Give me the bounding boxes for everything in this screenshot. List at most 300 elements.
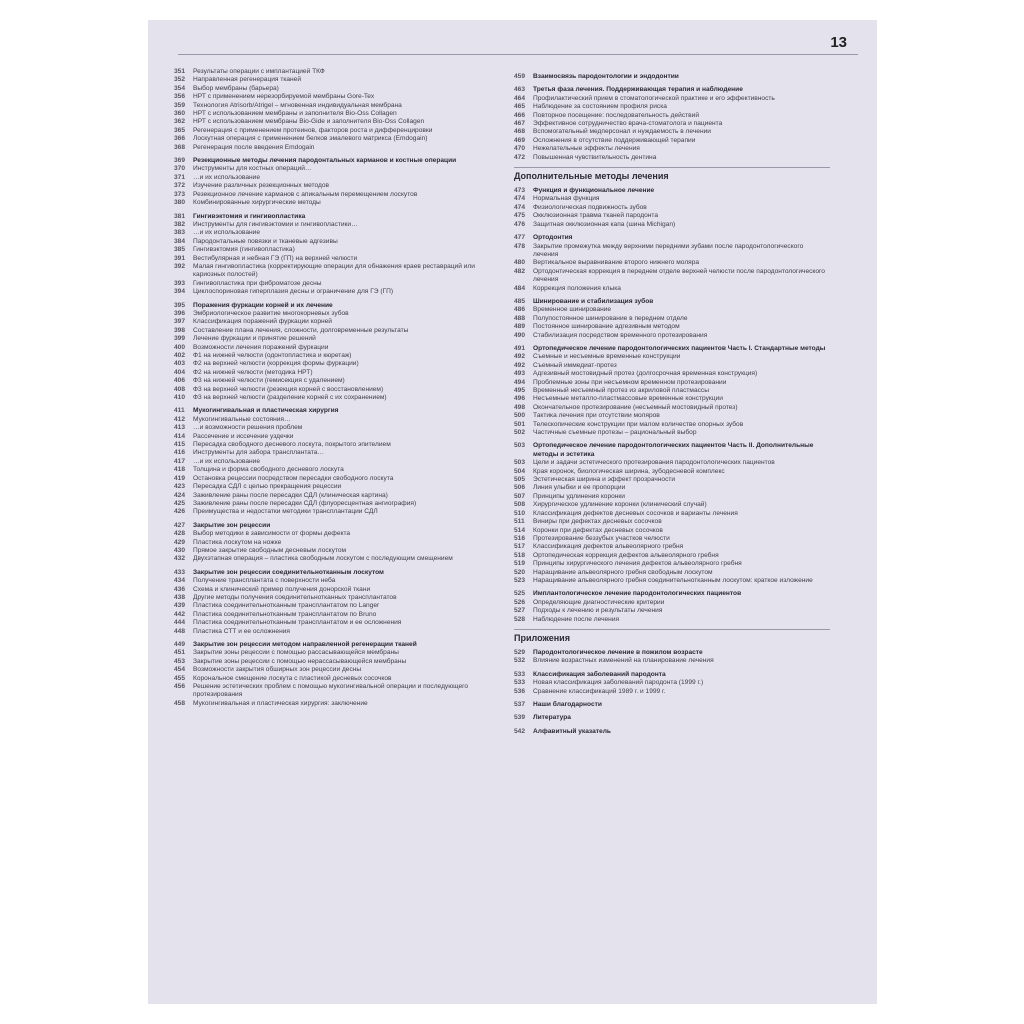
toc-entry	[514, 543, 830, 551]
toc-entry	[514, 518, 830, 526]
toc-entry-title: …и возможности решения проблем	[193, 424, 303, 432]
toc-entry	[174, 394, 490, 402]
toc-section-heading	[514, 629, 830, 644]
toc-entry	[174, 658, 490, 666]
toc-entry	[514, 616, 830, 624]
toc-page-number: 454	[174, 666, 186, 674]
toc-page-number: 382	[174, 220, 186, 228]
toc-page-number: 426	[174, 508, 186, 516]
toc-chapter-entry	[514, 649, 830, 657]
toc-entry-title: Линия улыбки и ее пропорции	[533, 484, 626, 492]
toc-chapter-entry	[514, 234, 830, 242]
toc-entry-title: Алфавитный указатель	[533, 727, 611, 735]
toc-entry-title: Цели и задачи эстетического протезирования пародонтологических пациентов	[533, 459, 775, 467]
toc-page-number: 480	[514, 259, 526, 267]
toc-entry-title: Взаимосвязь пародонтологии и эндодонтии	[533, 73, 679, 80]
toc-page-number: 433	[174, 568, 186, 576]
toc-page-number: 469	[514, 136, 526, 144]
toc-entry	[514, 154, 830, 162]
toc-page-number: 351	[174, 68, 186, 75]
toc-page-number: 532	[514, 657, 526, 665]
toc-page-number: 518	[514, 551, 526, 559]
toc-page-number: 516	[514, 534, 526, 542]
toc-page-number: 416	[174, 449, 186, 457]
toc-page-number: 402	[174, 352, 186, 359]
toc-entry-title: Классификация дефектов десневых сосочков и варианты лечения	[533, 509, 738, 517]
toc-page-number: 449	[174, 641, 186, 648]
toc-entry-title: Закрытие зоны рецессии с помощью рассасывающейся мембраны	[193, 649, 399, 657]
toc-entry-title: Классификация заболеваний пародонта	[533, 670, 666, 678]
toc-entry	[514, 137, 830, 145]
toc-page-number: 392	[174, 262, 186, 270]
toc-page-number: 370	[174, 165, 186, 173]
toc-entry	[514, 569, 830, 577]
toc-page-number: 491	[514, 344, 526, 352]
toc-page-number: 412	[174, 415, 186, 423]
toc-entry-title: Циклоспориновая гиперплазия десны и ограничение для ГЭ (ГП)	[193, 288, 394, 296]
toc-page-number: 527	[514, 607, 526, 615]
toc-entry	[514, 688, 830, 696]
toc-entry-title: Частичные съемные протезы – рациональный выбор	[533, 429, 697, 437]
toc-entry	[174, 68, 490, 76]
toc-entry-title: Инструменты для забора трансплантата…	[193, 449, 325, 457]
toc-page-number: 415	[174, 441, 186, 449]
toc-page-number: 418	[174, 466, 186, 474]
toc-page-number: 465	[514, 103, 526, 111]
toc-chapter-entry	[514, 590, 830, 598]
toc-entry	[514, 657, 830, 665]
toc-entry	[174, 165, 490, 173]
toc-entry-title: Наблюдение после лечения	[533, 615, 620, 623]
toc-entry	[174, 229, 490, 237]
toc-entry-title: Эффективное сотрудничество врача-стоматолога и пациента	[533, 120, 723, 128]
toc-page-number: 506	[514, 484, 526, 492]
toc-entry-title: Нормальная функция	[533, 195, 600, 203]
toc-entry	[174, 102, 490, 110]
toc-page-number: 434	[174, 577, 186, 585]
toc-entry-title: Полупостоянное шинирование в переднем отделе	[533, 314, 688, 322]
toc-page-number: 495	[514, 387, 526, 394]
toc-entry-title: Резекционное лечение карманов с апикальным перемещением лоскутов	[193, 190, 418, 198]
toc-page-number: 396	[174, 309, 186, 317]
toc-entry	[174, 352, 490, 360]
toc-entry-title: Повторное посещение: последовательность действий	[533, 111, 700, 119]
toc-page-number: 514	[514, 526, 526, 534]
toc-entry-title: Подходы к лечению и результаты лечения	[533, 607, 663, 615]
toc-entry	[514, 599, 830, 607]
toc-page-number: 436	[174, 585, 186, 593]
toc-entry-title: Мукогингивальная и пластическая хирургия	[193, 407, 339, 415]
toc-entry	[174, 360, 490, 368]
toc-entry	[514, 501, 830, 509]
toc-page-number: 477	[514, 234, 526, 242]
toc-entry	[514, 112, 830, 120]
toc-entry-title: Влияние возрастных изменений на планирование лечения	[533, 657, 714, 665]
toc-entry-title: …и их использование	[193, 229, 260, 237]
toc-chapter-entry	[174, 569, 490, 577]
toc-entry-title: Наращивание альвеолярного гребня соединительнотканным лоскутом: краткое изложение	[533, 576, 813, 584]
toc-page-number: 399	[174, 335, 186, 343]
toc-page-number: 417	[174, 457, 186, 465]
toc-entry	[514, 535, 830, 543]
toc-page-number: 525	[514, 590, 526, 598]
toc-page-number: 486	[514, 306, 526, 314]
toc-page-number: 365	[174, 126, 186, 134]
toc-page-number: 448	[174, 627, 186, 635]
toc-entry	[174, 683, 490, 700]
toc-page-number: 503	[514, 442, 526, 450]
toc-entry	[174, 127, 490, 135]
toc-entry-title: Ф3 на верхней челюсти (резекция корней с восстановлением)	[193, 385, 384, 393]
toc-entry	[174, 586, 490, 594]
toc-entry	[514, 607, 830, 615]
toc-entry-title: Виниры при дефектах десневых сосочков	[533, 518, 662, 526]
toc-entry-title: НРТ с применением нерезорбируемой мембраны Gore-Tex	[193, 93, 375, 101]
toc-page-number: 503	[514, 459, 526, 467]
toc-entry-title: Прямое закрытие свободным десневым лоскутом	[193, 546, 347, 554]
toc-entry	[514, 679, 830, 687]
toc-page-number: 369	[174, 157, 186, 165]
toc-page-number: 411	[174, 407, 185, 415]
toc-entry-title: Вертикальное выравнивание второго нижнего моляра	[533, 259, 700, 267]
toc-page-number: 533	[514, 670, 526, 678]
toc-entry	[514, 128, 830, 136]
toc-entry	[174, 611, 490, 619]
toc-entry-title: Малая гингивопластика (корректирующие операции для обнажения краев реставраций или кариозных полостей)	[193, 262, 475, 279]
toc-page-number: 385	[174, 246, 186, 254]
toc-entry-title: Проблемные зоны при несъемном временном протезировании	[533, 378, 727, 386]
toc-entry-title: Эмбриологическое развитие многокорневых зубов	[193, 309, 349, 317]
toc-entry	[514, 285, 830, 293]
toc-page-number: 393	[174, 279, 186, 287]
toc-page-number: 429	[174, 538, 186, 546]
toc-entry	[174, 449, 490, 457]
toc-page-number: 442	[174, 610, 186, 618]
toc-entry	[514, 332, 830, 340]
toc-entry	[514, 103, 830, 111]
toc-entry	[514, 552, 830, 560]
toc-page-number: 492	[514, 353, 526, 361]
toc-entry	[174, 144, 490, 152]
toc-entry	[514, 204, 830, 212]
toc-entry	[174, 555, 490, 563]
toc-entry	[174, 508, 490, 516]
toc-entry-title: Преимущества и недостатки методики трансплантации СДЛ	[193, 508, 378, 516]
toc-entry	[174, 483, 490, 491]
toc-entry	[514, 510, 830, 518]
toc-entry-title: Литература	[533, 714, 571, 722]
toc-entry	[514, 353, 830, 361]
section-rule	[514, 167, 830, 168]
toc-entry	[514, 306, 830, 314]
toc-entry	[174, 310, 490, 318]
toc-entry	[174, 458, 490, 466]
toc-left-column	[174, 68, 490, 708]
toc-entry	[174, 246, 490, 254]
toc-entry	[174, 85, 490, 93]
toc-page-number: 464	[514, 94, 526, 102]
toc-entry-title: Лоскутная операция с применением белков эмалевого матрикса (Emdogain)	[193, 135, 428, 143]
toc-entry-title: Гингивэктомия (гингивопластика)	[193, 246, 295, 254]
toc-page-number: 466	[514, 111, 526, 119]
toc-page-number: 439	[174, 602, 186, 610]
toc-page-number: 489	[514, 323, 526, 331]
toc-entry-title: Протезирование беззубых участков челюсти	[533, 534, 670, 542]
toc-entry-title: Пересадка свободного десневого лоскута, покрытого эпителием	[193, 441, 391, 449]
toc-entry-title: Пластика соединительнотканным трансплантатом по Langer	[193, 602, 380, 610]
toc-page-number: 458	[174, 699, 186, 707]
toc-entry	[174, 547, 490, 555]
toc-entry-title: Нежелательные эффекты лечения	[533, 145, 640, 153]
toc-entry-title: Резекционные методы лечения пародонтальных карманов и костные операции	[193, 157, 457, 165]
toc-page-number: 425	[174, 499, 186, 507]
toc-page-number: 484	[514, 284, 526, 292]
toc-entry	[514, 560, 830, 568]
section-rule	[514, 629, 830, 630]
toc-entry-title: Регенерация после введения Emdogain	[193, 143, 315, 151]
toc-page-number: 444	[174, 619, 186, 627]
toc-chapter-entry	[514, 187, 830, 195]
toc-entry-title: Результаты операции с имплантацией ТКФ	[193, 68, 325, 75]
toc-entry-title: НРТ с использованием мембраны Bio-Gide и заполнителя Bio-Oss Collagen	[193, 118, 425, 126]
toc-entry	[174, 500, 490, 508]
toc-entry-title: Стабилизация посредством временного протезирования	[533, 331, 708, 339]
toc-entry-title: Получение трансплантата с поверхности неба	[193, 577, 336, 585]
toc-entry	[514, 421, 830, 429]
toc-entry-title: Поражения фуркации корней и их лечение	[193, 301, 333, 309]
toc-entry-title: Пластика СТТ и ее осложнения	[193, 627, 290, 635]
toc-entry-title: Возможности закрытия обширных зон рецессии десны	[193, 666, 362, 674]
toc-entry	[174, 318, 490, 326]
toc-page-number: 502	[514, 429, 526, 437]
toc-chapter-entry	[174, 641, 490, 649]
toc-page-number: 438	[174, 593, 186, 601]
toc-page-number: 468	[514, 128, 526, 136]
toc-page-number: 519	[514, 560, 526, 568]
toc-page-number: 459	[514, 73, 526, 80]
toc-page-number: 463	[514, 86, 526, 94]
toc-entry	[174, 335, 490, 343]
toc-entry-title: Телескопические конструкции при малом количестве опорных зубов	[533, 420, 744, 428]
toc-entry-title: Несъемные металло-пластмассовые временные конструкции	[533, 395, 723, 403]
toc-page-number: 427	[174, 521, 186, 529]
toc-page-number: 476	[514, 220, 526, 228]
toc-chapter-entry	[174, 213, 490, 221]
toc-entry	[514, 120, 830, 128]
toc-entry	[174, 135, 490, 143]
toc-chapter-entry	[514, 728, 830, 736]
toc-chapter-entry	[174, 522, 490, 530]
toc-page-number: 511	[514, 518, 525, 526]
toc-page-number: 368	[174, 143, 186, 151]
toc-entry-title: Гингивопластика при фиброматозе десны	[193, 279, 322, 287]
toc-entry-title: Функция и функциональное лечение	[533, 187, 655, 195]
toc-page-number: 456	[174, 683, 186, 691]
toc-entry	[174, 700, 490, 708]
toc-entry	[174, 475, 490, 483]
toc-entry-title: Пародонтологическое лечение в пожилом возрасте	[533, 648, 703, 656]
toc-entry	[514, 468, 830, 476]
toc-page-number: 482	[514, 267, 526, 275]
toc-entry-title: Пластика соединительнотканным трансплантатом и ее осложнения	[193, 619, 402, 627]
toc-page-number: 539	[514, 714, 526, 722]
toc-entry-title: Технология Atrisorb/Atrigel – мгновенная индивидуальная мембрана	[193, 101, 402, 109]
section-title: Дополнительные методы лечения	[514, 171, 669, 182]
toc-page-number: 371	[174, 173, 186, 181]
toc-page-number: 505	[514, 476, 526, 484]
toc-entry-title: Физиологическая подвижность зубов	[533, 203, 647, 211]
toc-entry	[174, 369, 490, 377]
toc-entry-title: Осложнения в отсутствие поддерживающей терапии	[533, 136, 696, 144]
toc-entry-title: Инструменты для костных операций…	[193, 165, 312, 173]
toc-page-number: 473	[514, 187, 526, 195]
toc-chapter-entry	[514, 345, 830, 353]
toc-entry-title: Толщина и форма свободного десневого лоскута	[193, 466, 344, 474]
toc-page-number: 470	[514, 145, 526, 153]
toc-entry-title: Пластика соединительнотканным трансплантатом по Bruno	[193, 610, 377, 618]
toc-page-number: 496	[514, 395, 526, 403]
toc-page-number: 475	[514, 212, 526, 220]
toc-entry-title: НРТ с использованием мембраны и заполнителя Bio-Oss Collagen	[193, 110, 397, 118]
toc-page-number: 383	[174, 229, 186, 237]
toc-entry	[514, 459, 830, 467]
toc-page-number: 413	[174, 424, 186, 432]
toc-page-number: 500	[514, 412, 526, 420]
toc-entry	[514, 362, 830, 370]
toc-page-number: 404	[174, 368, 186, 376]
toc-chapter-entry	[174, 407, 490, 415]
toc-entry	[514, 395, 830, 403]
toc-entry	[174, 174, 490, 182]
toc-chapter-entry	[514, 701, 830, 709]
toc-entry	[174, 288, 490, 296]
toc-page-number: 356	[174, 93, 186, 101]
toc-entry-title: Пародонтальные повязки и тканевые адгезивы	[193, 237, 338, 245]
toc-page-number: 414	[174, 432, 186, 440]
toc-entry	[514, 268, 830, 285]
toc-entry-title: Остановка рецессии посредством пересадки свободного лоскута	[193, 474, 394, 482]
toc-page-number: 360	[174, 110, 186, 118]
toc-entry-title: Съемный иммедиат-протез	[533, 361, 617, 369]
toc-entry	[174, 238, 490, 246]
toc-page-number: 488	[514, 314, 526, 322]
toc-page-number: 381	[174, 212, 186, 220]
toc-entry	[514, 195, 830, 203]
toc-chapter-entry	[174, 157, 490, 165]
toc-entry	[174, 76, 490, 84]
toc-entry-title: Закрытие промежутка между верхними передними зубами после пародонтологического лечения	[533, 242, 804, 258]
toc-chapter-entry	[514, 442, 830, 459]
toc-page-number: 493	[514, 370, 526, 378]
toc-page-number: 474	[514, 203, 526, 211]
toc-chapter-entry	[514, 73, 830, 81]
toc-page-number: 395	[174, 301, 186, 309]
toc-page-number: 366	[174, 135, 186, 143]
toc-entry	[174, 377, 490, 385]
toc-page-number: 391	[174, 254, 186, 262]
toc-entry	[514, 212, 830, 220]
toc-entry	[174, 530, 490, 538]
toc-page-number: 504	[514, 467, 526, 475]
toc-entry-title: Возможности лечения поражений фуркации	[193, 343, 329, 351]
toc-entry-title: Ф1 на нижней челюсти (одонтопластика и кюретаж)	[193, 352, 352, 359]
toc-entry	[174, 466, 490, 474]
toc-entry	[514, 577, 830, 585]
toc-page-number: 472	[514, 153, 526, 161]
toc-page-number: 517	[514, 543, 526, 551]
book-page	[148, 20, 877, 1004]
toc-page-number: 523	[514, 576, 526, 584]
toc-page-number: 354	[174, 84, 186, 92]
toc-page-number: 352	[174, 76, 186, 84]
toc-entry-title: Закрытие зон рецессии	[193, 521, 271, 529]
toc-entry-title: Третья фаза лечения. Поддерживающая терапия и наблюдение	[533, 86, 743, 94]
toc-page-number: 398	[174, 326, 186, 334]
toc-entry-title: Закрытие зон рецессии соединительнотканным лоскутом	[193, 568, 384, 576]
toc-page-number: 501	[514, 420, 526, 428]
toc-page-number: 498	[514, 403, 526, 411]
toc-chapter-entry	[514, 86, 830, 94]
toc-entry-title: Инструменты для гингивэктомии и гингивопластики…	[193, 220, 358, 228]
toc-entry	[514, 323, 830, 331]
toc-entry	[174, 263, 490, 280]
toc-entry-title: Составление плана лечения, сложности, долговременные результаты	[193, 326, 409, 334]
toc-entry-title: Новая классификация заболеваний пародонта (1999 г.)	[533, 679, 704, 687]
toc-entry-title: Выбор методики в зависимости от формы дефекта	[193, 530, 351, 538]
toc-entry-title: Выбор мембраны (барьера)	[193, 84, 279, 92]
toc-entry	[174, 628, 490, 636]
toc-entry-title: Съемные и несъемные временные конструкции	[533, 353, 681, 361]
toc-page-number: 451	[174, 649, 186, 657]
toc-section-heading	[514, 167, 830, 182]
toc-entry-title: Ортопедическое лечение пародонтологических пациентов Часть II. Дополнительные методы и эстетика	[533, 442, 814, 458]
toc-page-number: 526	[514, 598, 526, 606]
toc-chapter-entry	[174, 302, 490, 310]
toc-entry	[174, 602, 490, 610]
toc-entry	[174, 649, 490, 657]
toc-chapter-entry	[514, 714, 830, 722]
toc-entry-title: Ортодонтия	[533, 234, 573, 242]
toc-page-number: 536	[514, 687, 526, 695]
toc-entry-title: Тактика лечения при отсутствии моляров	[533, 412, 660, 420]
toc-entry	[174, 182, 490, 190]
toc-entry-title: Заживление раны после пересадки СДЛ (флуоресцентная ангиография)	[193, 499, 417, 507]
toc-entry	[514, 527, 830, 535]
toc-entry	[514, 221, 830, 229]
toc-entry-title: Ф3 на верхней челюсти (разделение корней с их сохранением)	[193, 394, 387, 402]
toc-page-number: 372	[174, 182, 186, 190]
toc-entry	[174, 441, 490, 449]
toc-page-number: 362	[174, 118, 186, 126]
toc-page-number: 408	[174, 385, 186, 393]
toc-page-number: 490	[514, 331, 526, 339]
toc-entry-title: Вестибулярная и небная ГЭ (ГП) на верхней челюсти	[193, 254, 358, 262]
toc-right-column	[514, 68, 830, 736]
toc-entry	[514, 404, 830, 412]
toc-entry-title: Ортопедическая коррекция дефектов альвеолярного гребня	[533, 551, 719, 559]
toc-entry-title: Окончательное протезирование (несъемный мостовидный протез)	[533, 403, 738, 411]
toc-entry-title: Ф2 на нижней челюсти (методика НРТ)	[193, 368, 313, 376]
toc-entry-title: Рассечение и иссечение уздечки	[193, 432, 294, 440]
toc-page-number: 542	[514, 727, 526, 735]
toc-page-number: 467	[514, 120, 526, 128]
toc-entry	[174, 433, 490, 441]
toc-entry-title: Хирургическое удлинение коронки (клинический случай)	[533, 501, 707, 509]
toc-entry-title: Сравнение классификаций 1989 г. и 1999 г.	[533, 687, 666, 695]
toc-entry-title: Коррекция положения клыка	[533, 284, 621, 292]
toc-entry	[174, 110, 490, 118]
toc-entry-title: Ортодонтическая коррекция в переднем отделе верхней челюсти после пародонтологического лечения	[533, 267, 825, 284]
